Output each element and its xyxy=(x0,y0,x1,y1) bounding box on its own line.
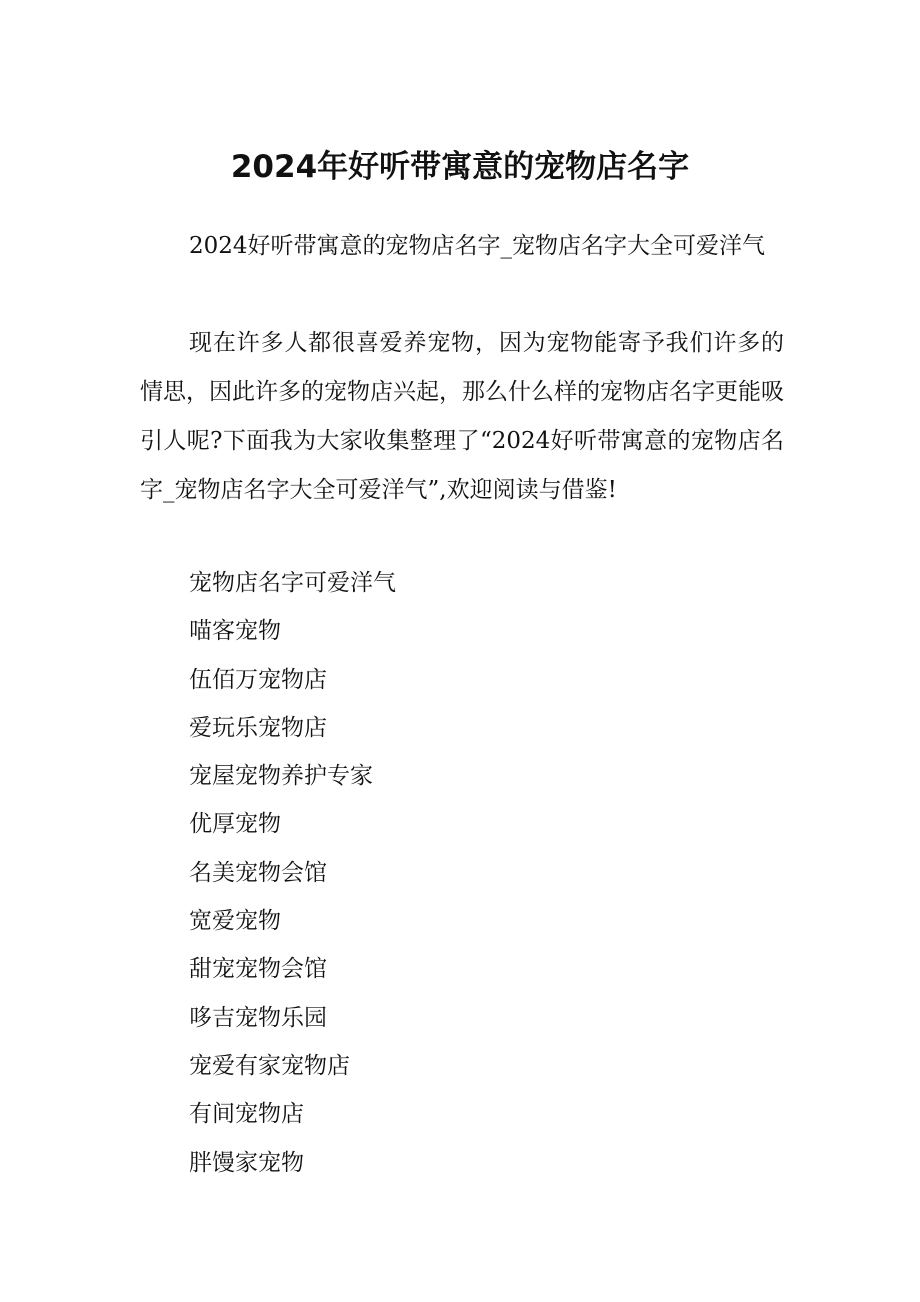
list-item: 甜宠宠物会馆 xyxy=(189,956,327,983)
list-item: 伍佰万宠物店 xyxy=(189,666,327,693)
list-item: 名美宠物会馆 xyxy=(189,859,327,886)
list-item: 爱玩乐宠物店 xyxy=(189,714,327,741)
document-title: 2024年好听带寓意的宠物店名字 xyxy=(230,149,690,185)
list-item: 优厚宠物 xyxy=(189,811,281,838)
list-item: 宠爱有家宠物店 xyxy=(189,1052,350,1079)
list-item: 喵客宠物 xyxy=(189,618,281,645)
list-item: 哆吉宠物乐园 xyxy=(189,1004,327,1031)
body-paragraph: 现在许多人都很喜爱养宠物，因为宠物能寄予我们许多的情思，因此许多的宠物店兴起，那么什么样的宠物店名字更能吸引人呢?下面我为大家收集整理了“2024好听带寓意的宠物店名字_宠物店名字大全可爱洋气”,欢迎阅读与借鉴! xyxy=(140,330,784,503)
shop-name-list xyxy=(189,559,396,1187)
list-item: 有间宠物店 xyxy=(189,1101,304,1128)
list-item: 宠物店名字可爱洋气 xyxy=(189,570,396,596)
list-item: 胖馒家宠物 xyxy=(189,1149,304,1176)
list-item: 宽爱宠物 xyxy=(189,908,281,935)
list-item: 宠屋宠物养护专家 xyxy=(189,763,373,790)
intro-paragraph: 2024好听带寓意的宠物店名字_宠物店名字大全可爱洋气 xyxy=(189,233,766,259)
